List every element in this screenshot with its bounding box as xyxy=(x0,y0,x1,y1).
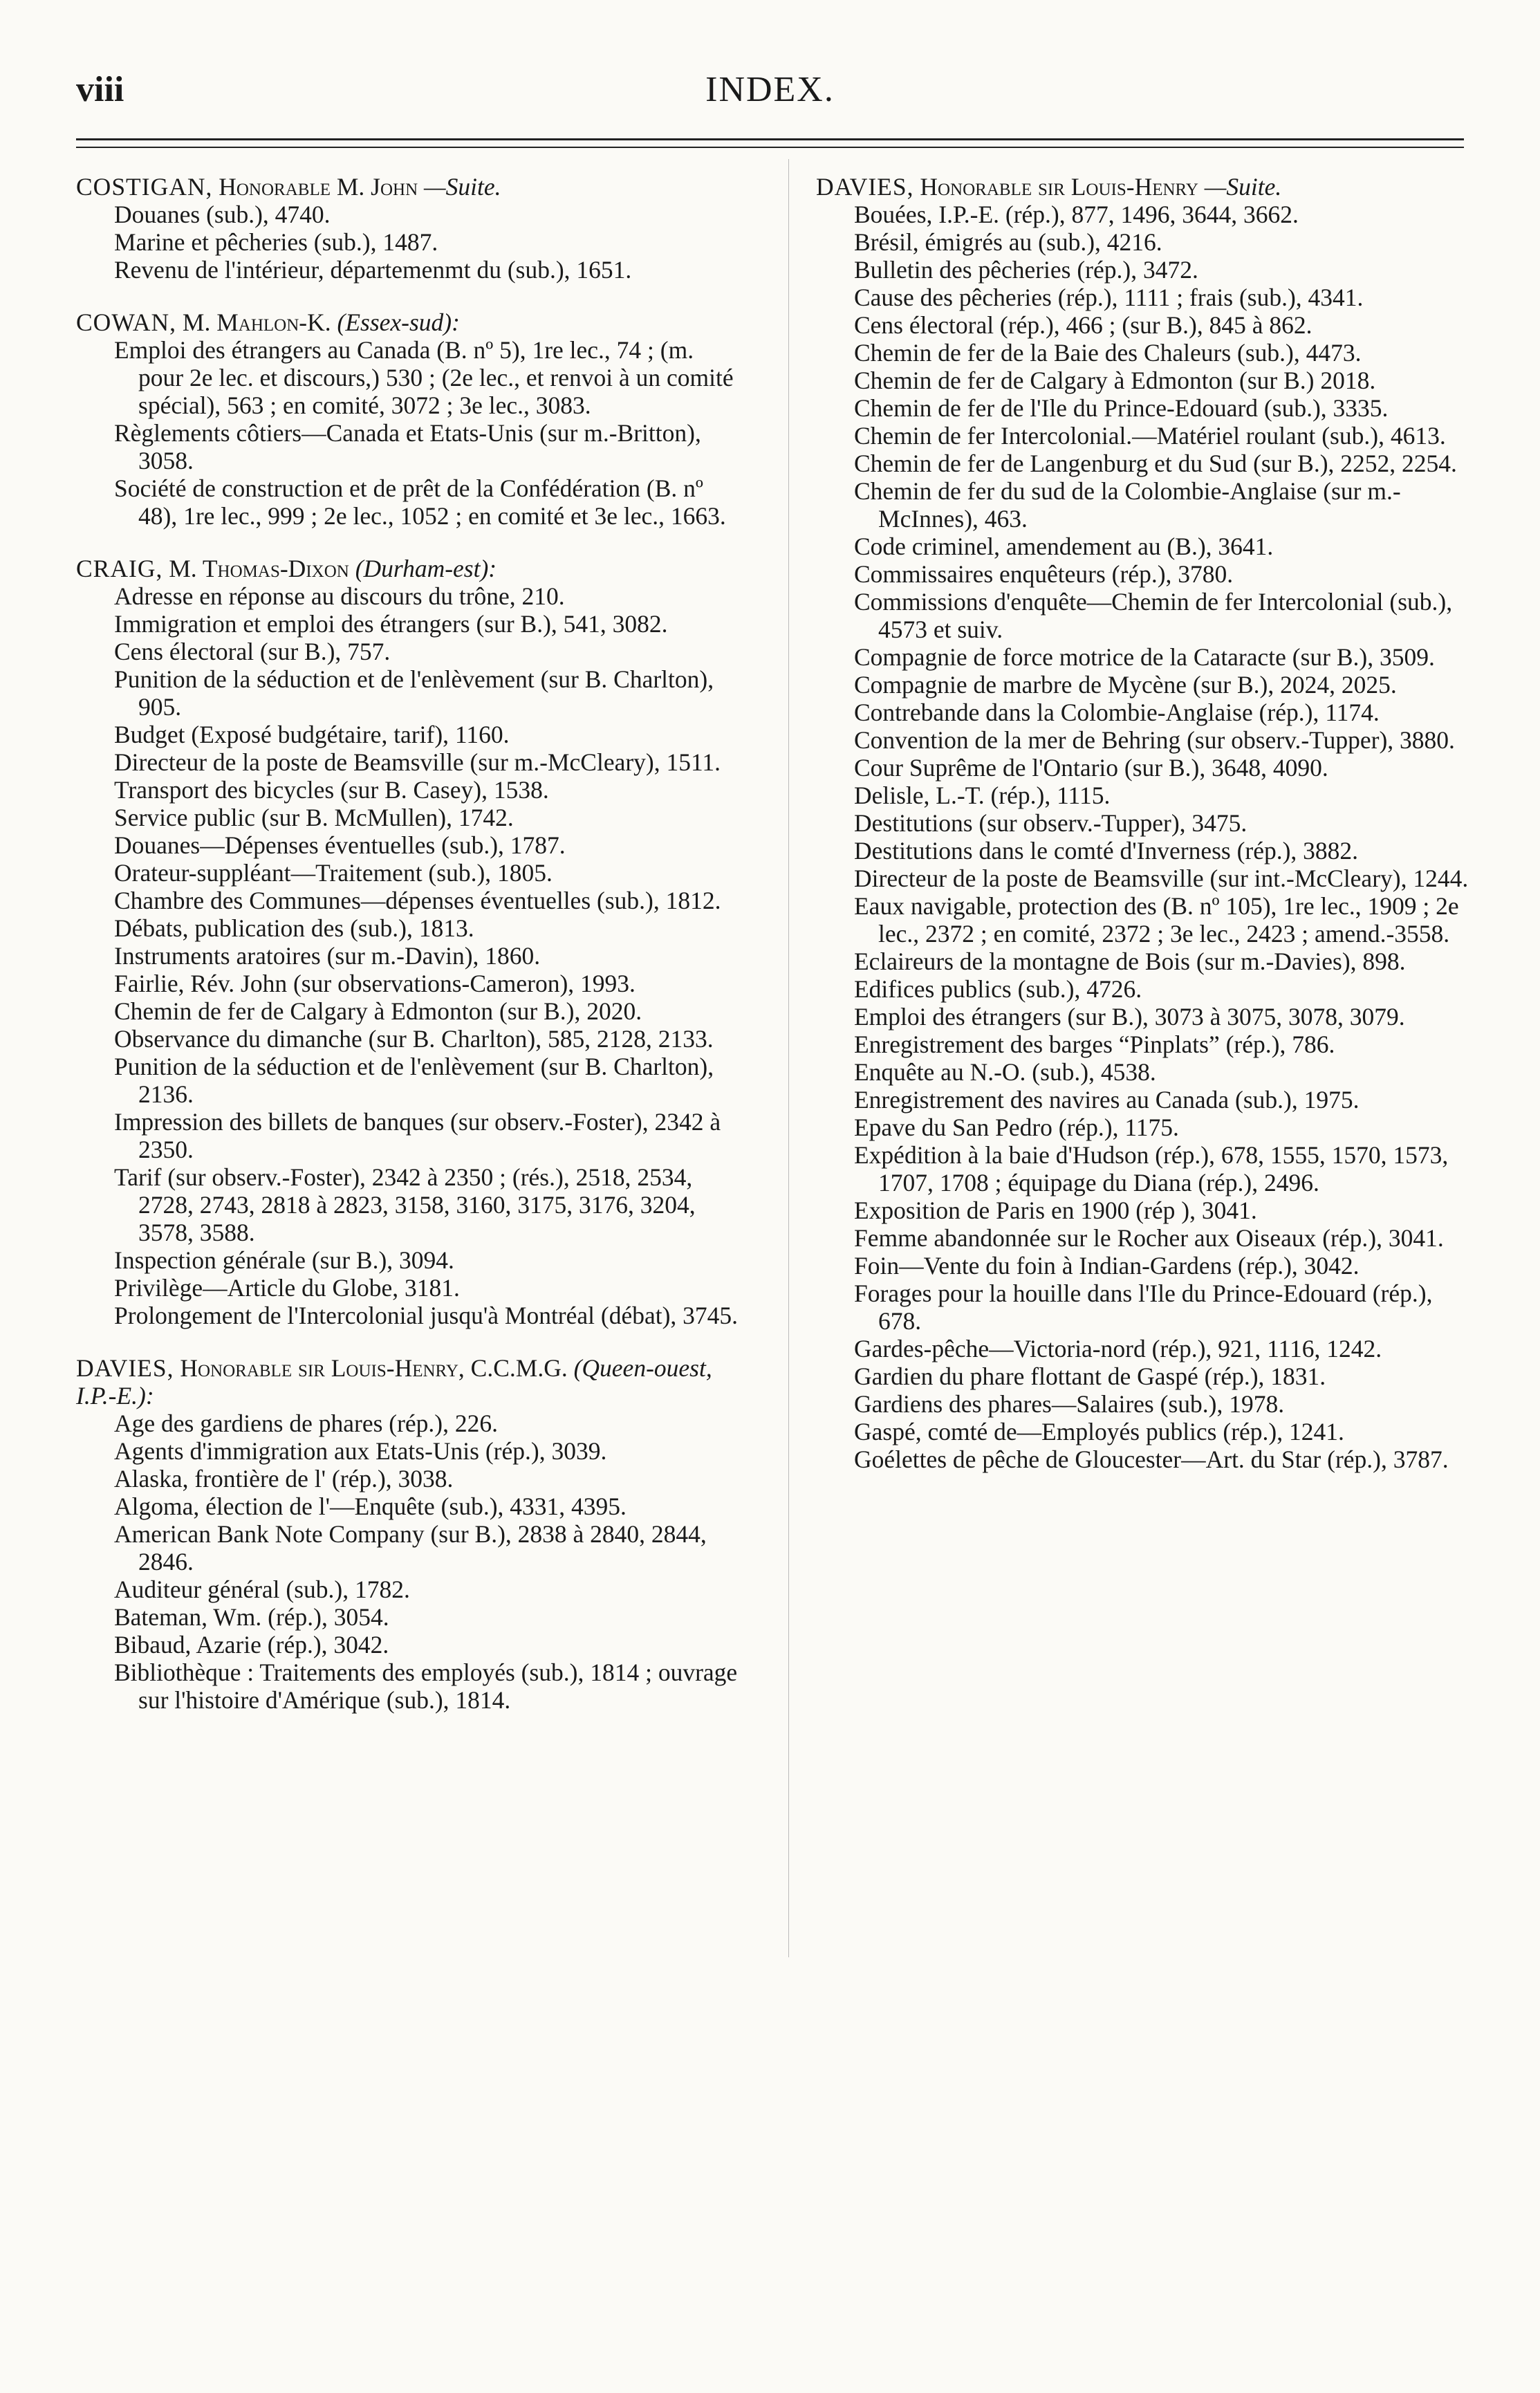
index-item: Chambre des Communes—dépenses éventuelles (sub.), 1812. xyxy=(114,887,721,914)
index-item: Brésil, émigrés au (sub.), 4216. xyxy=(854,228,1162,256)
index-item: Tarif (sur observ.-Foster), 2342 à 2350 ; (rés.), 2518, 2534, 2728, 2743, 2818 à 2823, 3158, 3160, 3175, 3176, 3204, 3578, 3588. xyxy=(114,1163,696,1246)
index-item: Eclaireurs de la montagne de Bois (sur m.-Davies), 898. xyxy=(854,948,1406,975)
index-item: Douanes—Dépenses éventuelles (sub.), 1787. xyxy=(114,831,566,859)
entry-items xyxy=(76,336,740,530)
index-item: Forages pour la houille dans l'Ile du Prince-Edouard (rép.), 678. xyxy=(854,1279,1433,1335)
index-item: Delisle, L.-T. (rép.), 1115. xyxy=(854,782,1111,809)
index-item: Cour Suprême de l'Ontario (sur B.), 3648, 4090. xyxy=(854,754,1328,782)
index-item: Femme abandonnée sur le Rocher aux Oiseaux (rép.), 3041. xyxy=(854,1224,1444,1252)
index-item: Age des gardiens de phares (rép.), 226. xyxy=(114,1410,498,1437)
page-header xyxy=(76,69,1464,118)
index-item: Edifices publics (sub.), 4726. xyxy=(854,975,1142,1003)
index-item: Punition de la séduction et de l'enlèvement (sur B. Charlton), 2136. xyxy=(114,1053,714,1108)
index-item: Marine et pêcheries (sub.), 1487. xyxy=(114,228,438,256)
index-item: Transport des bicycles (sur B. Casey), 1538. xyxy=(114,776,549,804)
index-item: Impression des billets de banques (sur observ.-Foster), 2342 à 2350. xyxy=(114,1108,721,1163)
index-item: Enregistrement des navires au Canada (sub.), 1975. xyxy=(854,1086,1360,1114)
entry-title: Honorable sir Louis-Henry xyxy=(920,173,1198,201)
index-item: Agents d'immigration aux Etats-Unis (rép.), 3039. xyxy=(114,1437,607,1465)
index-item: Société de construction et de prêt de la Confédération (B. nº 48), 1re lec., 999 ; 2e lec., 1052 ; en comité et 3e lec., 1663. xyxy=(114,474,726,530)
index-item: Gardien du phare flottant de Gaspé (rép.), 1831. xyxy=(854,1362,1326,1390)
index-item: Chemin de fer de Langenburg et du Sud (sur B.), 2252, 2254. xyxy=(854,450,1457,477)
right-column xyxy=(816,173,1480,1498)
index-item: Commissaires enquêteurs (rép.), 3780. xyxy=(854,560,1234,588)
index-item: Chemin de fer de la Baie des Chaleurs (sub.), 4473. xyxy=(854,339,1362,367)
index-item: Fairlie, Rév. John (sur observations-Cameron), 1993. xyxy=(114,970,636,997)
page-number: viii xyxy=(76,70,124,109)
entry-heading xyxy=(816,173,1480,201)
index-item: Privilège—Article du Globe, 3181. xyxy=(114,1274,460,1302)
index-item: Revenu de l'intérieur, départemenmt du (sub.), 1651. xyxy=(114,256,632,284)
index-item: Alaska, frontière de l' (rép.), 3038. xyxy=(114,1465,454,1493)
entry-heading xyxy=(76,173,740,201)
index-item: Punition de la séduction et de l'enlèvement (sur B. Charlton), 905. xyxy=(114,665,714,721)
index-item: Bouées, I.P.-E. (rép.), 877, 1496, 3644, 3662. xyxy=(854,201,1299,228)
index-item: Budget (Exposé budgétaire, tarif), 1160. xyxy=(114,721,510,748)
index-item: American Bank Note Company (sur B.), 2838 à 2840, 2844, 2846. xyxy=(114,1520,707,1576)
index-item: Directeur de la poste de Beamsville (sur m.-McCleary), 1511. xyxy=(114,748,721,776)
index-item: Immigration et emploi des étrangers (sur B.), 541, 3082. xyxy=(114,610,668,638)
index-item: Bibaud, Azarie (rép.), 3042. xyxy=(114,1631,389,1659)
index-item: Douanes (sub.), 4740. xyxy=(114,201,331,228)
entry-heading xyxy=(76,1354,740,1410)
index-item: Bulletin des pêcheries (rép.), 3472. xyxy=(854,256,1198,284)
entry-title: Honorable M. John xyxy=(219,173,418,201)
index-item: Observance du dimanche (sur B. Charlton), 585, 2128, 2133. xyxy=(114,1025,714,1053)
entry-title: M. Mahlon-K. xyxy=(182,308,331,336)
page-title: INDEX. xyxy=(705,70,835,109)
entry-items xyxy=(816,201,1480,1473)
index-item: Foin—Vente du foin à Indian-Gardens (rép.), 3042. xyxy=(854,1252,1360,1279)
entry-title: Honorable sir Louis-Henry, C.C.M.G. xyxy=(180,1354,568,1382)
index-item: Eaux navigable, protection des (B. nº 105), 1re lec., 1909 ; 2e lec., 2372 ; en comité, 2372 ; 3e lec., 2423 ; amend.-3558. xyxy=(854,892,1459,948)
index-item: Bateman, Wm. (rép.), 3054. xyxy=(114,1603,389,1631)
entry-name: COWAN, xyxy=(76,308,177,336)
index-item: Directeur de la poste de Beamsville (sur int.-McCleary), 1244. xyxy=(854,865,1469,892)
index-item: Expédition à la baie d'Hudson (rép.), 678, 1555, 1570, 1573, 1707, 1708 ; équipage du Diana (rép.), 2496. xyxy=(854,1141,1449,1196)
index-item: Chemin de fer de l'Ile du Prince-Edouard (sub.), 3335. xyxy=(854,394,1389,422)
index-item: Cause des pêcheries (rép.), 1111 ; frais (sub.), 4341. xyxy=(854,284,1364,311)
index-item: Chemin de fer de Calgary à Edmonton (sur B.) 2018. xyxy=(854,367,1376,394)
index-item: Emploi des étrangers au Canada (B. nº 5), 1re lec., 74 ; (m. pour 2e lec. et discours,) 530 ; (2e lec., et renvoi à un comité spécial), 563 ; en comité, 3072 ; 3e lec., 3083. xyxy=(114,336,734,419)
entry-name: COSTIGAN, xyxy=(76,173,213,201)
index-item: Cens électoral (sur B.), 757. xyxy=(114,638,391,665)
entry-qualifier: (Durham-est): xyxy=(355,555,497,582)
index-item: Cens électoral (rép.), 466 ; (sur B.), 845 à 862. xyxy=(854,311,1312,339)
index-item: Convention de la mer de Behring (sur observ.-Tupper), 3880. xyxy=(854,726,1455,754)
entry-qualifier: —Suite. xyxy=(424,173,501,201)
left-column xyxy=(76,173,740,1739)
index-entry xyxy=(76,1354,740,1714)
index-item: Bibliothèque : Traitements des employés (sub.), 1814 ; ouvrage sur l'histoire d'Amérique (sub.), 1814. xyxy=(114,1659,738,1714)
index-item: Débats, publication des (sub.), 1813. xyxy=(114,914,474,942)
index-item: Gaspé, comté de—Employés publics (rép.), 1241. xyxy=(854,1418,1344,1445)
index-item: Prolongement de l'Intercolonial jusqu'à Montréal (débat), 3745. xyxy=(114,1302,739,1329)
index-item: Emploi des étrangers (sur B.), 3073 à 3075, 3078, 3079. xyxy=(854,1003,1405,1031)
index-item: Chemin de fer Intercolonial.—Matériel roulant (sub.), 4613. xyxy=(854,422,1446,450)
index-item: Orateur-suppléant—Traitement (sub.), 1805. xyxy=(114,859,553,887)
index-item: Enregistrement des barges “Pinplats” (rép.), 786. xyxy=(854,1031,1335,1058)
entry-name: DAVIES, xyxy=(816,173,914,201)
index-item: Goélettes de pêche de Gloucester—Art. du Star (rép.), 3787. xyxy=(854,1445,1449,1473)
entry-heading xyxy=(76,555,740,582)
entry-title: M. Thomas-Dixon xyxy=(169,555,349,582)
entry-name: DAVIES, xyxy=(76,1354,174,1382)
header-rule-thin xyxy=(76,147,1464,148)
index-item: Contrebande dans la Colombie-Anglaise (rép.), 1174. xyxy=(854,699,1380,726)
entry-heading xyxy=(76,308,740,336)
entry-items xyxy=(76,201,740,284)
index-item: Algoma, élection de l'—Enquête (sub.), 4331, 4395. xyxy=(114,1493,627,1520)
index-item: Destitutions dans le comté d'Inverness (rép.), 3882. xyxy=(854,837,1359,865)
index-item: Instruments aratoires (sur m.-Davin), 1860. xyxy=(114,942,541,970)
entry-qualifier: (Queen-ouest, I.P.-E.): xyxy=(76,1354,712,1410)
index-item: Compagnie de marbre de Mycène (sur B.), 2024, 2025. xyxy=(854,671,1397,699)
index-item: Commissions d'enquête—Chemin de fer Intercolonial (sub.), 4573 et suiv. xyxy=(854,588,1453,643)
index-item: Gardiens des phares—Salaires (sub.), 1978. xyxy=(854,1390,1285,1418)
index-item: Compagnie de force motrice de la Cataracte (sur B.), 3509. xyxy=(854,643,1435,671)
index-entry xyxy=(816,173,1480,1473)
index-entry xyxy=(76,173,740,284)
index-item: Code criminel, amendement au (B.), 3641. xyxy=(854,533,1274,560)
index-item: Enquête au N.-O. (sub.), 4538. xyxy=(854,1058,1156,1086)
index-item: Chemin de fer du sud de la Colombie-Anglaise (sur m.-McInnes), 463. xyxy=(854,477,1401,533)
index-item: Inspection générale (sur B.), 3094. xyxy=(114,1246,454,1274)
entry-items xyxy=(76,1410,740,1714)
entry-qualifier: —Suite. xyxy=(1204,173,1282,201)
index-item: Auditeur général (sub.), 1782. xyxy=(114,1576,410,1603)
index-item: Gardes-pêche—Victoria-nord (rép.), 921, 1116, 1242. xyxy=(854,1335,1382,1362)
index-item: Règlements côtiers—Canada et Etats-Unis (sur m.-Britton), 3058. xyxy=(114,419,701,474)
index-item: Epave du San Pedro (rép.), 1175. xyxy=(854,1114,1179,1141)
entry-name: CRAIG, xyxy=(76,555,163,582)
index-item: Chemin de fer de Calgary à Edmonton (sur B.), 2020. xyxy=(114,997,642,1025)
column-divider xyxy=(788,159,789,1957)
index-item: Adresse en réponse au discours du trône, 210. xyxy=(114,582,565,610)
index-item: Destitutions (sur observ.-Tupper), 3475. xyxy=(854,809,1247,837)
index-entry xyxy=(76,555,740,1329)
entry-qualifier: (Essex-sud): xyxy=(337,308,460,336)
entry-items xyxy=(76,582,740,1329)
index-entry xyxy=(76,308,740,530)
index-item: Service public (sur B. McMullen), 1742. xyxy=(114,804,514,831)
header-rule xyxy=(76,138,1464,140)
index-item: Exposition de Paris en 1900 (rép ), 3041. xyxy=(854,1196,1257,1224)
